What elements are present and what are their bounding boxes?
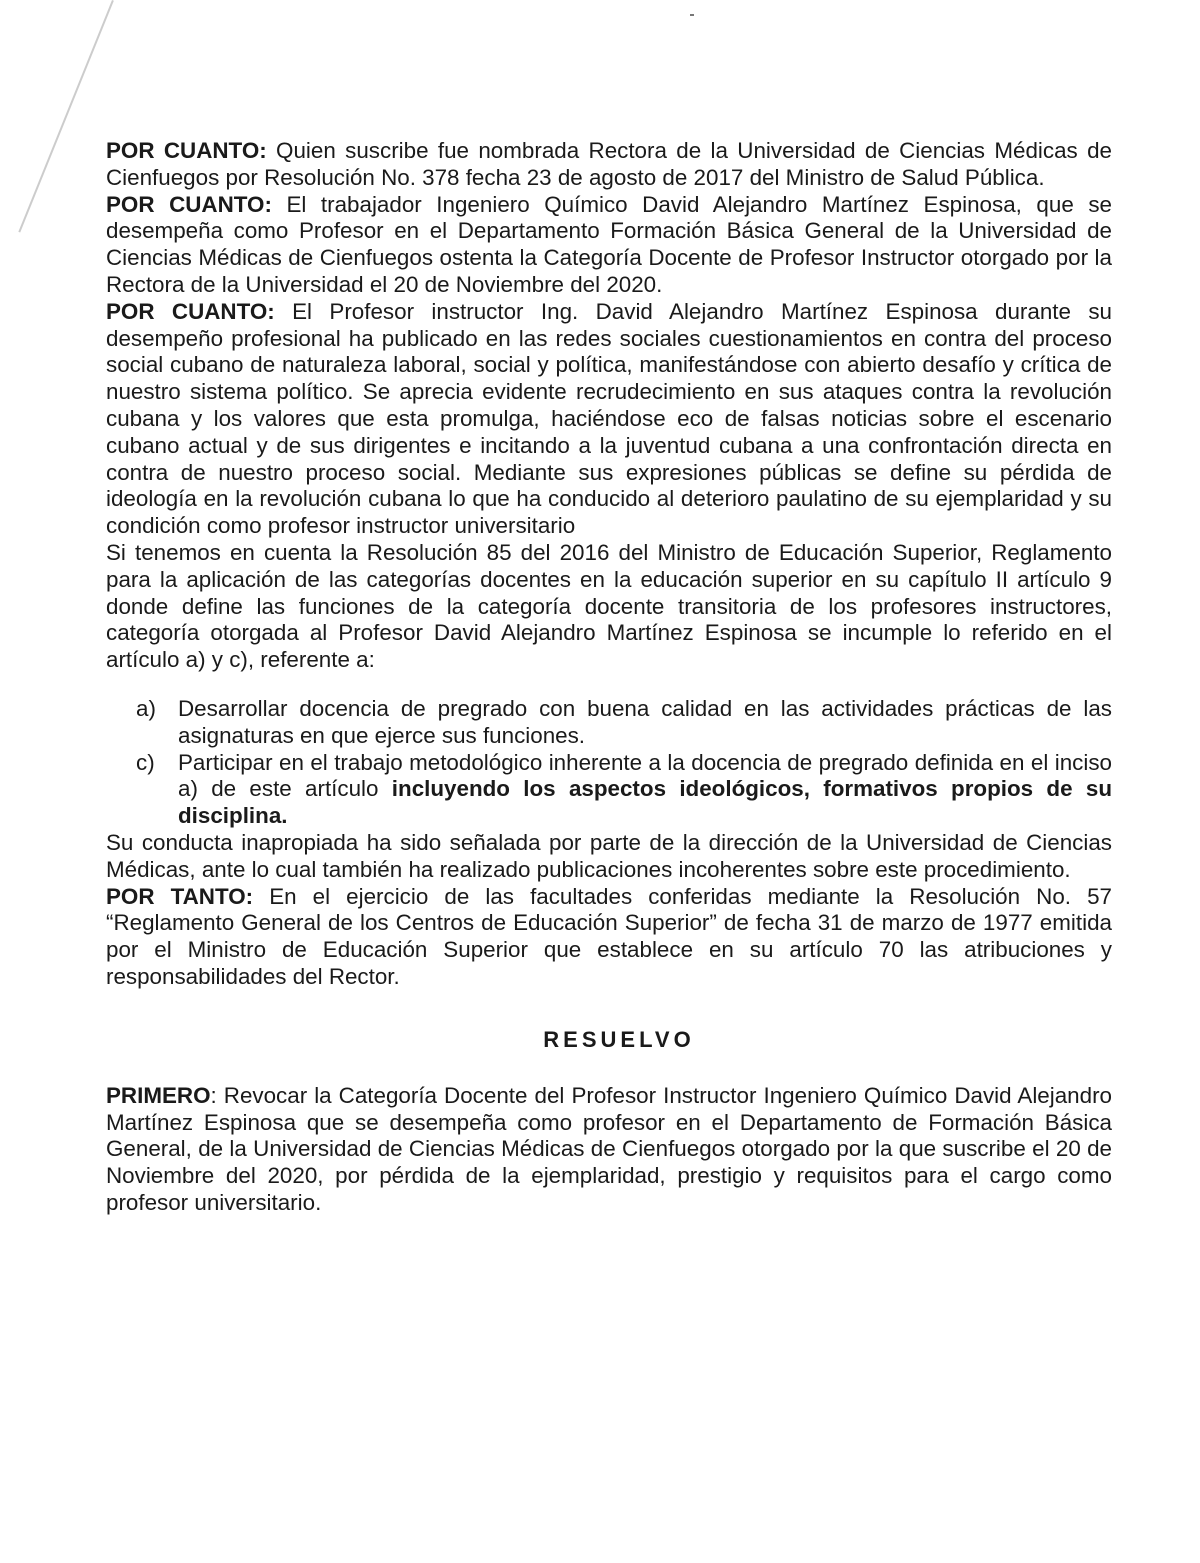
por-tanto-paragraph	[106, 884, 1112, 991]
list-item-text: Participar en el trabajo metodológico inherente a la docencia de pregrado definida en el inciso a) de este artículo	[178, 749, 1112, 802]
por-cuanto-label: POR CUANTO:	[106, 298, 275, 324]
por-cuanto-label: POR CUANTO:	[106, 191, 272, 217]
list-item-text: Desarrollar docencia de pregrado con buena calidad en las actividades prácticas de las asignaturas en que ejerce sus funciones.	[178, 695, 1112, 748]
primero-paragraph	[106, 1083, 1112, 1217]
por-cuanto-paragraph-2	[106, 192, 1112, 299]
por-cuanto-paragraph-1	[106, 138, 1112, 192]
paragraph-text: En el ejercicio de las facultades conferidas mediante la Resolución No. 57 “Reglamento General de los Centros de Educación Superior” de fecha 31 de marzo de 1977 emitida por el Ministro de Educación Superior que establece en su artículo 70 las atribuciones y responsabilidades del Rector.	[106, 883, 1112, 989]
si-tenemos-paragraph: Si tenemos en cuenta la Resolución 85 del 2016 del Ministro de Educación Superior, Reglamento para la aplicación de las categorías docentes en la educación superior en su capítulo II artículo 9 donde define las funciones de la categoría docente transitoria de los profesores instructores, categoría otorgada al Profesor David Alejandro Martínez Espinosa se incumple lo referido en el artículo a) y c), referente a:	[106, 539, 1112, 673]
article-list	[106, 696, 1112, 830]
list-item-bold-text: incluyendo los aspectos ideológicos, formativos propios de su disciplina.	[178, 776, 1112, 829]
conducta-paragraph: Su conducta inapropiada ha sido señalada por parte de la dirección de la Universidad de Ciencias Médicas, ante lo cual también ha realizado publicaciones incoherentes sobre este procedimiento.	[106, 829, 1112, 882]
por-tanto-label: POR TANTO:	[106, 883, 254, 909]
paragraph-text: El Profesor instructor Ing. David Alejandro Martínez Espinosa durante su desempeño profesional ha publicado en las redes sociales cuestionamientos en contra del proceso social cubano de naturaleza laboral, social y política, manifestándose con abierto desafío y crítica de nuestro sistema político. Se aprecia evidente recrudecimiento en sus ataques contra la revolución cubana y los valores que esta promulga, haciéndose eco de falsas noticias sobre el escenario cubano actual y de sus dirigentes e incitando a la juventud cubana a una confrontación directa en contra de nuestro proceso social. Mediante sus expresiones públicas se define su pérdida de ideología en la revolución cubana lo que ha conducido al deterioro paulatino de su ejemplaridad y su condición como profesor instructor universitario	[106, 298, 1112, 539]
list-marker: a)	[136, 695, 156, 721]
scan-artifact-speck	[690, 14, 694, 16]
resuelvo-heading: RESUELVO	[543, 1026, 695, 1052]
document-body	[106, 138, 1112, 1217]
scan-artifact-line	[18, 0, 114, 233]
primero-label: PRIMERO	[106, 1082, 211, 1108]
paragraph-text: : Revocar la Categoría Docente del Profesor Instructor Ingeniero Químico David Alejandro Martínez Espinosa que se desempeña como profesor en el Departamento de Formación Básica General, de la Universidad de Ciencias Médicas de Cienfuegos otorgado por la que suscribe el 20 de Noviembre del 2020, por pérdida de la ejemplaridad, prestigio y requisitos para el cargo como profesor universitario.	[106, 1082, 1112, 1215]
paragraph-text: Quien suscribe fue nombrada Rectora de la Universidad de Ciencias Médicas de Cienfuegos por Resolución No. 378 fecha 23 de agosto de 2017 del Ministro de Salud Pública.	[106, 138, 1112, 190]
list-item-a	[136, 695, 1112, 750]
por-cuanto-paragraph-3	[106, 299, 1112, 540]
por-cuanto-label: POR CUANTO:	[106, 138, 267, 163]
list-marker: c)	[136, 749, 155, 775]
list-item-c	[136, 749, 1112, 830]
paragraph-text: El trabajador Ingeniero Químico David Alejandro Martínez Espinosa, que se desempeña como Profesor en el Departamento Formación Básica General de la Universidad de Ciencias Médicas de Cienfuegos ostenta la Categoría Docente de Profesor Instructor otorgado por la Rectora de la Universidad el 20 de Noviembre del 2020.	[106, 191, 1112, 297]
